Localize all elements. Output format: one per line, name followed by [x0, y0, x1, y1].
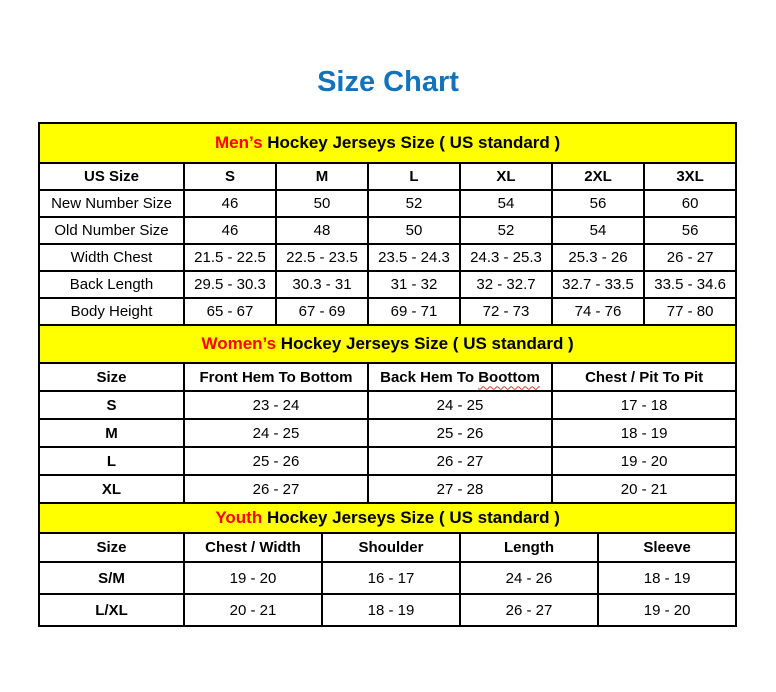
- mens-data-row: [39, 217, 736, 244]
- youth-header-row: [39, 533, 736, 562]
- value-cell: 29.5 - 30.3: [184, 271, 276, 298]
- value-cell: 17 - 18: [552, 391, 736, 419]
- value-cell: 24 - 25: [368, 391, 552, 419]
- youth-band-accent: Youth: [215, 508, 263, 527]
- row-label-cell: XL: [39, 475, 184, 503]
- row-label-cell: M: [39, 419, 184, 447]
- womens-header-row: [39, 363, 736, 391]
- row-label-cell: Back Length: [39, 271, 184, 298]
- column-header-cell: 2XL: [552, 163, 644, 190]
- value-cell: 26 - 27: [460, 594, 598, 626]
- column-header-cell: Size: [39, 363, 184, 391]
- value-cell: 20 - 21: [552, 475, 736, 503]
- value-cell: 32.7 - 33.5: [552, 271, 644, 298]
- column-header-cell: Chest / Width: [184, 533, 322, 562]
- value-cell: 48: [276, 217, 368, 244]
- youth-data-row: [39, 562, 736, 594]
- value-cell: 24 - 26: [460, 562, 598, 594]
- womens-band-row: [39, 325, 736, 363]
- value-cell: 54: [552, 217, 644, 244]
- misspelled-word: Boottom: [478, 368, 540, 386]
- value-cell: 50: [368, 217, 460, 244]
- column-header-cell: Shoulder: [322, 533, 460, 562]
- value-cell: 72 - 73: [460, 298, 552, 325]
- value-cell: 26 - 27: [368, 447, 552, 475]
- value-cell: 65 - 67: [184, 298, 276, 325]
- column-header-cell: Length: [460, 533, 598, 562]
- value-cell: 56: [552, 190, 644, 217]
- womens-band-title: [39, 325, 736, 363]
- value-cell: 27 - 28: [368, 475, 552, 503]
- youth-band-rest: Hockey Jerseys Size ( US standard ): [262, 508, 560, 527]
- youth-band-row: [39, 503, 736, 533]
- row-label-cell: S/M: [39, 562, 184, 594]
- value-cell: 30.3 - 31: [276, 271, 368, 298]
- youth-data-row: [39, 594, 736, 626]
- value-cell: 67 - 69: [276, 298, 368, 325]
- row-label-cell: Body Height: [39, 298, 184, 325]
- value-cell: 21.5 - 22.5: [184, 244, 276, 271]
- value-cell: 19 - 20: [598, 594, 736, 626]
- value-cell: 77 - 80: [644, 298, 736, 325]
- value-cell: 31 - 32: [368, 271, 460, 298]
- value-cell: 25 - 26: [368, 419, 552, 447]
- row-label-cell: Old Number Size: [39, 217, 184, 244]
- column-header-cell: 3XL: [644, 163, 736, 190]
- column-header-cell: Front Hem To Bottom: [184, 363, 368, 391]
- mens-data-row: [39, 298, 736, 325]
- value-cell: 32 - 32.7: [460, 271, 552, 298]
- mens-header-row: [39, 163, 736, 190]
- row-label-cell: New Number Size: [39, 190, 184, 217]
- mens-data-row: [39, 271, 736, 298]
- row-label-cell: S: [39, 391, 184, 419]
- size-chart-table: [38, 122, 737, 627]
- value-cell: 23 - 24: [184, 391, 368, 419]
- value-cell: 19 - 20: [552, 447, 736, 475]
- value-cell: 60: [644, 190, 736, 217]
- value-cell: 52: [368, 190, 460, 217]
- column-header-cell: XL: [460, 163, 552, 190]
- value-cell: 56: [644, 217, 736, 244]
- row-label-cell: L: [39, 447, 184, 475]
- womens-data-row: [39, 475, 736, 503]
- value-cell: 23.5 - 24.3: [368, 244, 460, 271]
- value-cell: 20 - 21: [184, 594, 322, 626]
- mens-band-rest: Hockey Jerseys Size ( US standard ): [262, 133, 561, 152]
- value-cell: 25 - 26: [184, 447, 368, 475]
- column-header-cell: Sleeve: [598, 533, 736, 562]
- mens-band-row: [39, 123, 736, 163]
- column-header-cell: Chest / Pit To Pit: [552, 363, 736, 391]
- value-cell: 25.3 - 26: [552, 244, 644, 271]
- value-cell: 19 - 20: [184, 562, 322, 594]
- value-cell: 24 - 25: [184, 419, 368, 447]
- value-cell: 16 - 17: [322, 562, 460, 594]
- column-header-text: Back Hem To: [380, 368, 479, 386]
- column-header-cell: Size: [39, 533, 184, 562]
- value-cell: 18 - 19: [598, 562, 736, 594]
- womens-band-rest: Hockey Jerseys Size ( US standard ): [276, 334, 574, 353]
- column-header-cell: M: [276, 163, 368, 190]
- womens-data-row: [39, 391, 736, 419]
- value-cell: 33.5 - 34.6: [644, 271, 736, 298]
- value-cell: 18 - 19: [322, 594, 460, 626]
- page-title: Size Chart: [317, 66, 459, 98]
- value-cell: 46: [184, 190, 276, 217]
- mens-band-title: [39, 123, 736, 163]
- value-cell: 52: [460, 217, 552, 244]
- value-cell: 26 - 27: [184, 475, 368, 503]
- column-header-cell: [368, 363, 552, 391]
- value-cell: 24.3 - 25.3: [460, 244, 552, 271]
- value-cell: 50: [276, 190, 368, 217]
- mens-data-row: [39, 244, 736, 271]
- row-label-cell: Width Chest: [39, 244, 184, 271]
- womens-data-row: [39, 447, 736, 475]
- mens-data-row: [39, 190, 736, 217]
- column-header-cell: L: [368, 163, 460, 190]
- value-cell: 22.5 - 23.5: [276, 244, 368, 271]
- womens-band-accent: Women’s: [201, 334, 277, 353]
- value-cell: 69 - 71: [368, 298, 460, 325]
- column-header-cell: US Size: [39, 163, 184, 190]
- value-cell: 26 - 27: [644, 244, 736, 271]
- value-cell: 54: [460, 190, 552, 217]
- value-cell: 46: [184, 217, 276, 244]
- column-header-cell: S: [184, 163, 276, 190]
- youth-band-title: [39, 503, 736, 533]
- mens-band-accent: Men’s: [215, 133, 263, 152]
- row-label-cell: L/XL: [39, 594, 184, 626]
- value-cell: 74 - 76: [552, 298, 644, 325]
- womens-data-row: [39, 419, 736, 447]
- value-cell: 18 - 19: [552, 419, 736, 447]
